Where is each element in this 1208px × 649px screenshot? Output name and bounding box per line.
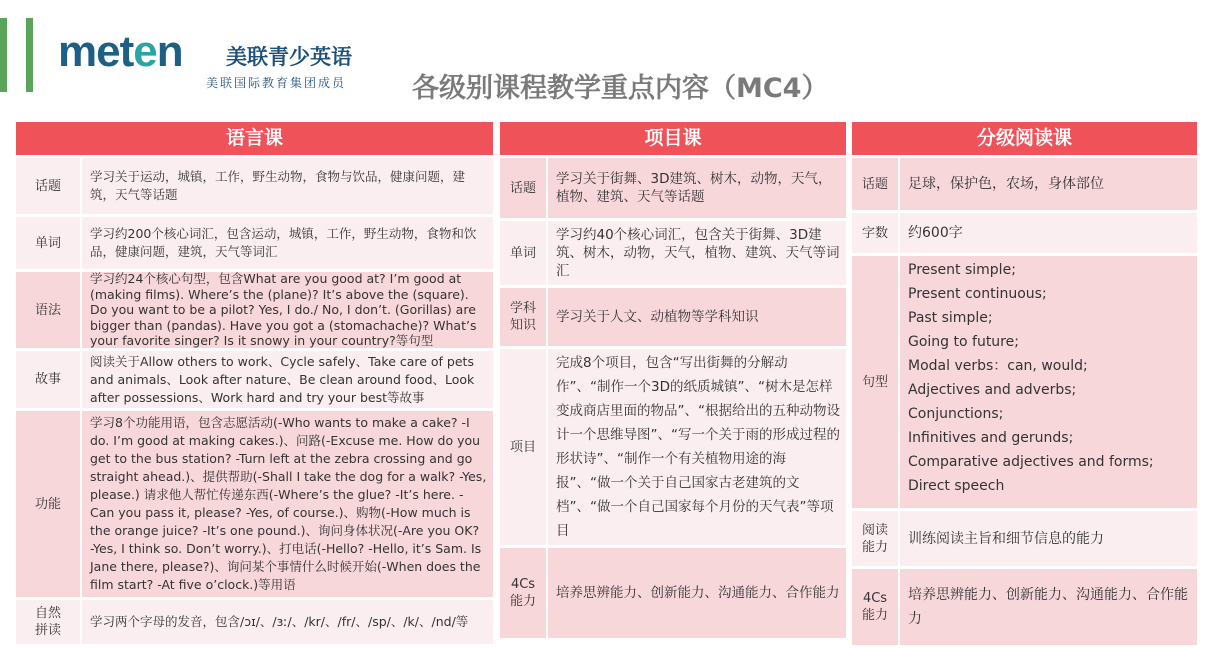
logo-chinese-name: 美联青少英语 (226, 45, 352, 69)
table-row (16, 600, 493, 644)
column-header: 项目课 (500, 122, 846, 155)
row-label: 学科知识 (500, 288, 546, 346)
row-label: 话题 (500, 158, 546, 218)
table-row (852, 511, 1197, 566)
list-item: Past simple; (908, 310, 993, 326)
table-row (500, 158, 846, 218)
row-content: 完成8个项目，包含“写出街舞的分解动作”、“制作一个3D的纸质城镇”、“树木是怎样变成商店里面的物品”、“根据给出的五种动物设计一个思维导图”、“写一个关于雨的形成过程的形状诗”、“制作一个有关植物用途的海报”、“做一个关于自己国家古老建筑的文档”、“做一个自己国家每个月份的天气表”等项目 (548, 349, 846, 545)
list-item: Adjectives and adverbs; (908, 382, 1077, 398)
sentence-pattern-list (900, 256, 1197, 508)
row-label: 4Cs能力 (852, 569, 898, 645)
row-content: 足球，保护色，农场，身体部位 (900, 158, 1197, 210)
row-label: 话题 (16, 158, 80, 214)
table-row (500, 349, 846, 545)
row-content: 学习关于运动，城镇，工作，野生动物，食物与饮品，健康问题，建筑，天气等话题 (82, 158, 493, 214)
table-row (500, 288, 846, 346)
logo-subtitle: 美联国际教育集团成员 (206, 76, 347, 90)
row-content: 培养思辨能力、创新能力、沟通能力、合作能力 (900, 569, 1197, 645)
row-content: 学习两个字母的发音，包含/ɔɪ/、/ɜː/、/kr/、/fr/、/sp/、/k/、/nd/等 (82, 600, 493, 644)
row-content: 培养思辨能力、创新能力、沟通能力、合作能力 (548, 548, 846, 638)
table-row (500, 221, 846, 285)
row-label: 句型 (852, 256, 898, 508)
row-label: 单词 (500, 221, 546, 285)
graded-reading-column (852, 122, 1197, 645)
list-item: Comparative adjectives and forms; (908, 454, 1154, 470)
row-label: 项目 (500, 349, 546, 545)
row-content: 学习约24个核心句型，包含What are you good at? I’m good at (making films). Where’s the (plane)? It’s above the (square). Do you want to be a pilot? Yes, I do./ No, I don’t. (Gorillas) are bigger than (pandas). Have you got a (stomachache)? What’s your favorite singer? Is it snowy in your country?等句型 (82, 272, 493, 348)
table-row (852, 569, 1197, 645)
list-item: Infinitives and gerunds; (908, 430, 1074, 446)
row-content: 学习约200个核心词汇，包含运动，城镇，工作，野生动物，食物和饮品，健康问题，建筑，天气等词汇 (82, 217, 493, 269)
list-item: Present continuous; (908, 286, 1047, 302)
page-title: 各级别课程教学重点内容（MC4） (412, 73, 829, 104)
row-content: 训练阅读主旨和细节信息的能力 (900, 511, 1197, 566)
list-item: Going to future; (908, 334, 1019, 350)
row-content: 学习关于街舞、3D建筑、树木，动物，天气，植物、建筑、天气等话题 (548, 158, 846, 218)
table-row (16, 351, 493, 408)
table-row (852, 213, 1197, 253)
row-label: 4Cs能力 (500, 548, 546, 638)
table-row (16, 158, 493, 214)
row-label: 语法 (16, 272, 80, 348)
row-content: 学习约40个核心词汇，包含关于街舞、3D建筑、树木，动物，天气，植物、建筑、天气等词汇 (548, 221, 846, 285)
column-header: 语言课 (16, 122, 493, 155)
table-row (16, 272, 493, 348)
row-label: 阅读能力 (852, 511, 898, 566)
brand-bar-left (0, 18, 7, 92)
list-item: Conjunctions; (908, 406, 1004, 422)
row-content: 约600字 (900, 213, 1197, 253)
column-header: 分级阅读课 (852, 122, 1197, 155)
row-label: 故事 (16, 351, 80, 408)
table-row (16, 217, 493, 269)
logo-wordmark: meten (58, 27, 183, 76)
project-course-column (500, 122, 846, 638)
row-label: 自然拼读 (16, 600, 80, 644)
list-item: Modal verbs：can, would; (908, 358, 1088, 374)
row-label: 话题 (852, 158, 898, 210)
table-row (16, 411, 493, 597)
brand-bar-right (26, 18, 33, 92)
table-row (852, 158, 1197, 210)
list-item: Present simple; (908, 262, 1016, 278)
list-item: Direct speech (908, 478, 1005, 494)
row-label: 字数 (852, 213, 898, 253)
language-course-column (16, 122, 493, 644)
row-content: 学习关于人文、动植物等学科知识 (548, 288, 846, 346)
row-content: 学习8个功能用语，包含志愿活动(-Who wants to make a cake? -I do. I’m good at making cakes.)、问路(-Excuse me. How do you get to the bus station? -Turn left at the zebra crossing and go straight ahead.)、提供帮助(-Shall I take the dog for a walk? -Yes, please.) 请求他人帮忙传递东西(-Where’s the glue? -It’s here. -Can you pass it, please? -Yes, of course.)、购物(-How much is the orange juice? -It’s one pound.)、询问身体状况(-Are you OK? -Yes, I think so. Don’t worry.)、打电话(-Hello? -Hello, it’s Sam. Is Jane there, please?)、询问某个事情什么时候开始(-When does the film start? -At five o’clock.)等用语 (82, 411, 493, 597)
meten-logo (58, 27, 352, 90)
table-row (500, 548, 846, 638)
row-label: 功能 (16, 411, 80, 597)
table-row (852, 256, 1197, 508)
row-content: 阅读关于Allow others to work、Cycle safely、Take care of pets and animals、Look after nature、Be clean around food、Look after possessions、Work hard and try your best等故事 (82, 351, 493, 408)
row-label: 单词 (16, 217, 80, 269)
